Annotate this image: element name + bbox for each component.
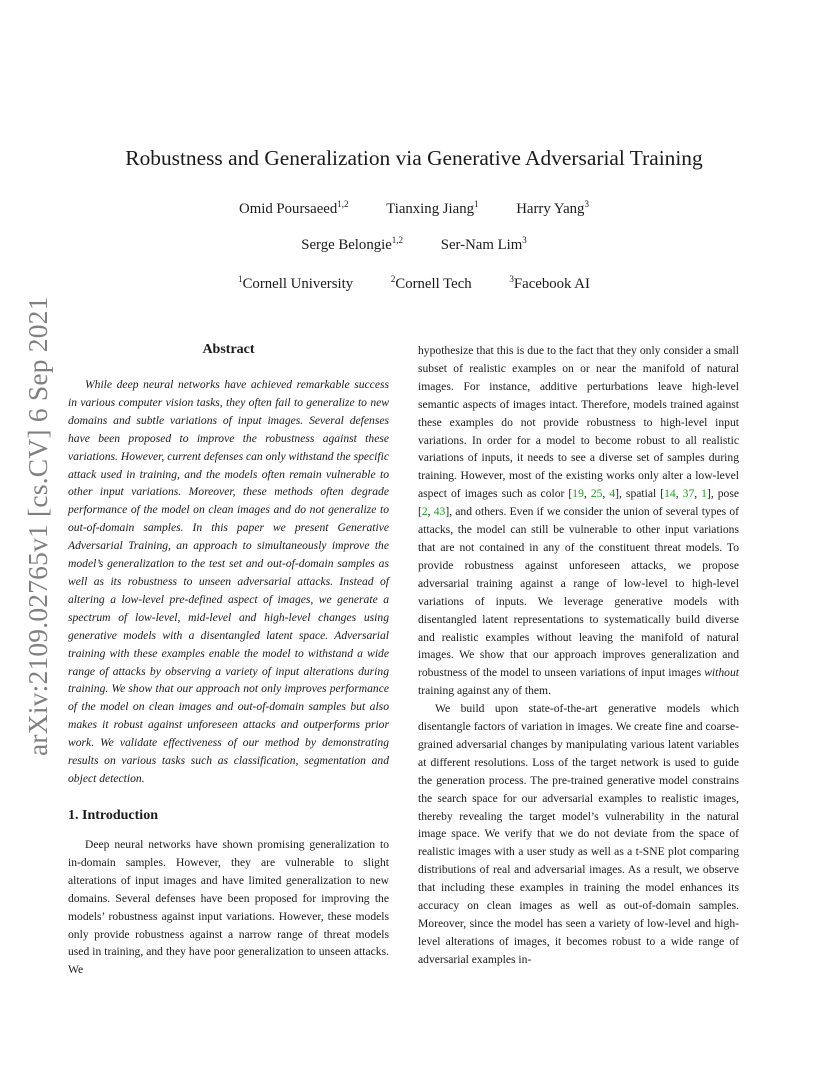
citation-link[interactable]: 2 — [421, 505, 428, 519]
citation-link[interactable]: 43 — [433, 505, 446, 519]
citation-link[interactable]: 4 — [609, 487, 616, 501]
arxiv-identifier: arXiv:2109.02765v1 [cs.CV] 6 Sep 2021 — [22, 296, 53, 756]
citation-link[interactable]: 1 — [701, 487, 707, 501]
right-column — [418, 342, 739, 969]
paper-title: Robustness and Generalization via Generative Adversarial Training — [125, 146, 703, 170]
author: Serge Belongie$^{1,2}$ — [301, 235, 404, 253]
affiliation: $^3$Facebook AI — [509, 274, 590, 292]
affiliations — [0, 274, 828, 293]
citation-link[interactable]: 19 — [572, 487, 584, 501]
citation-link[interactable]: 37 — [682, 487, 695, 501]
citation-link[interactable]: 14 — [664, 487, 676, 501]
author: Harry Yang$^3$ — [516, 199, 589, 217]
affiliation: $^1$Cornell University — [238, 274, 354, 292]
abstract-heading: Abstract — [202, 342, 255, 357]
author: Omid Poursaeed$^{1,2}$ — [239, 199, 349, 217]
abstract-text: While deep neural networks have achieved remarkable success in various computer vision tasks, they often fail to generalize to new domains and subtle variations of input images. Several defenses have been proposed to improve the robustness against these variations. However, current defenses can only withstand the specific attack used in training, and the models often remain vulnerable to other input variations. Moreover, these methods often degrade performance of the model on clean images and do not generalize to out-of-domain samples. In this paper we present Generative Adversarial Training, an approach to simultaneously improve the model’s generalization to the test set and out-of-domain samples as well as its robustness to unseen adversarial attacks. Instead of altering a low-level pre-defined aspect of images, we generate a spectrum of low-level, mid-level and high-level changes using generative models with a disentangled latent space. Adversarial training with these examples enable the model to withstand a wide range of attacks by observing a variety of input alterations during training. We show that our approach not only improves performance of the model on clean images and out-of-domain samples but also makes it robust against unforeseen attacks and outperforms prior work. We validate effectiveness of our method by demonstrating results on various tasks such as classification, segmentation and object detection. — [68, 378, 389, 785]
author-row-2 — [0, 235, 828, 254]
introduction-paragraph-1: hypothesize that this is due to the fact that they only consider a small subset of realistic examples on or near the manifold of natural images. For instance, additive perturbations leave high-level semantic aspects of images intact. Therefore, models trained against these examples do not provide robustness to high-level input variations. In order for a model to become robust to all realistic variations of inputs, it needs to see a diverse set of samples during training. However, most of the existing works only alter a low-level aspect of images such as color [19, 25, 4], spatial [14, 37, 1], pose [2, 43], and others. Even if we consider the union of several types of attacks, the model can still be vulnerable to other input variations that are not contained in any of the constituent threat models. To provide robustness against unforeseen attacks, we propose adversarial training against a range of low-level to high-level variations of inputs. We leverage generative models with disentangled latent representations to systematically build diverse and realistic examples without leaving the manifold of natural images. We show that our approach improves generalization and robustness of the model to unseen variations of input images without training against any of them. — [418, 344, 740, 698]
introduction-left-text: Deep neural networks have shown promising generalization to in-domain samples. However, they are vulnerable to slight alterations of input images and have limited generalization to new domains. Several defenses have been proposed for improving the models’ robustness against input variations. However, these models only provide robustness against a narrow range of threat models used in training, and they have poor generalization to unseen attacks. We — [68, 838, 389, 977]
citation-link[interactable]: 25 — [590, 487, 603, 501]
author: Tianxing Jiang$^1$ — [386, 199, 479, 217]
affiliation: $^2$Cornell Tech — [390, 274, 472, 292]
author: Ser-Nam Lim$^3$ — [440, 235, 527, 253]
author-row-1 — [0, 199, 828, 218]
section-heading-introduction: 1. Introduction — [68, 808, 158, 823]
introduction-paragraph-2: We build upon state-of-the-art generative models which disentangle factors of variation in images. We create fine and coarse-grained adversarial changes by manipulating various latent variables at different resolutions. Loss of the target network is used to guide the generation process. The pre-trained generative model constrains the search space for our adversarial examples to realistic images, thereby revealing the target model’s vulnerability in the natural image space. We verify that we do not deviate from the space of realistic images with a user study as well as a t-SNE plot comparing distributions of real and adversarial images. As a result, we observe that including these examples in training the model enhances its accuracy on clean images as well as out-of-domain samples. Moreover, since the model has seen a variety of low-level and high-level alterations of images, it becomes robust to a wide range of adversarial examples in- — [418, 702, 739, 966]
